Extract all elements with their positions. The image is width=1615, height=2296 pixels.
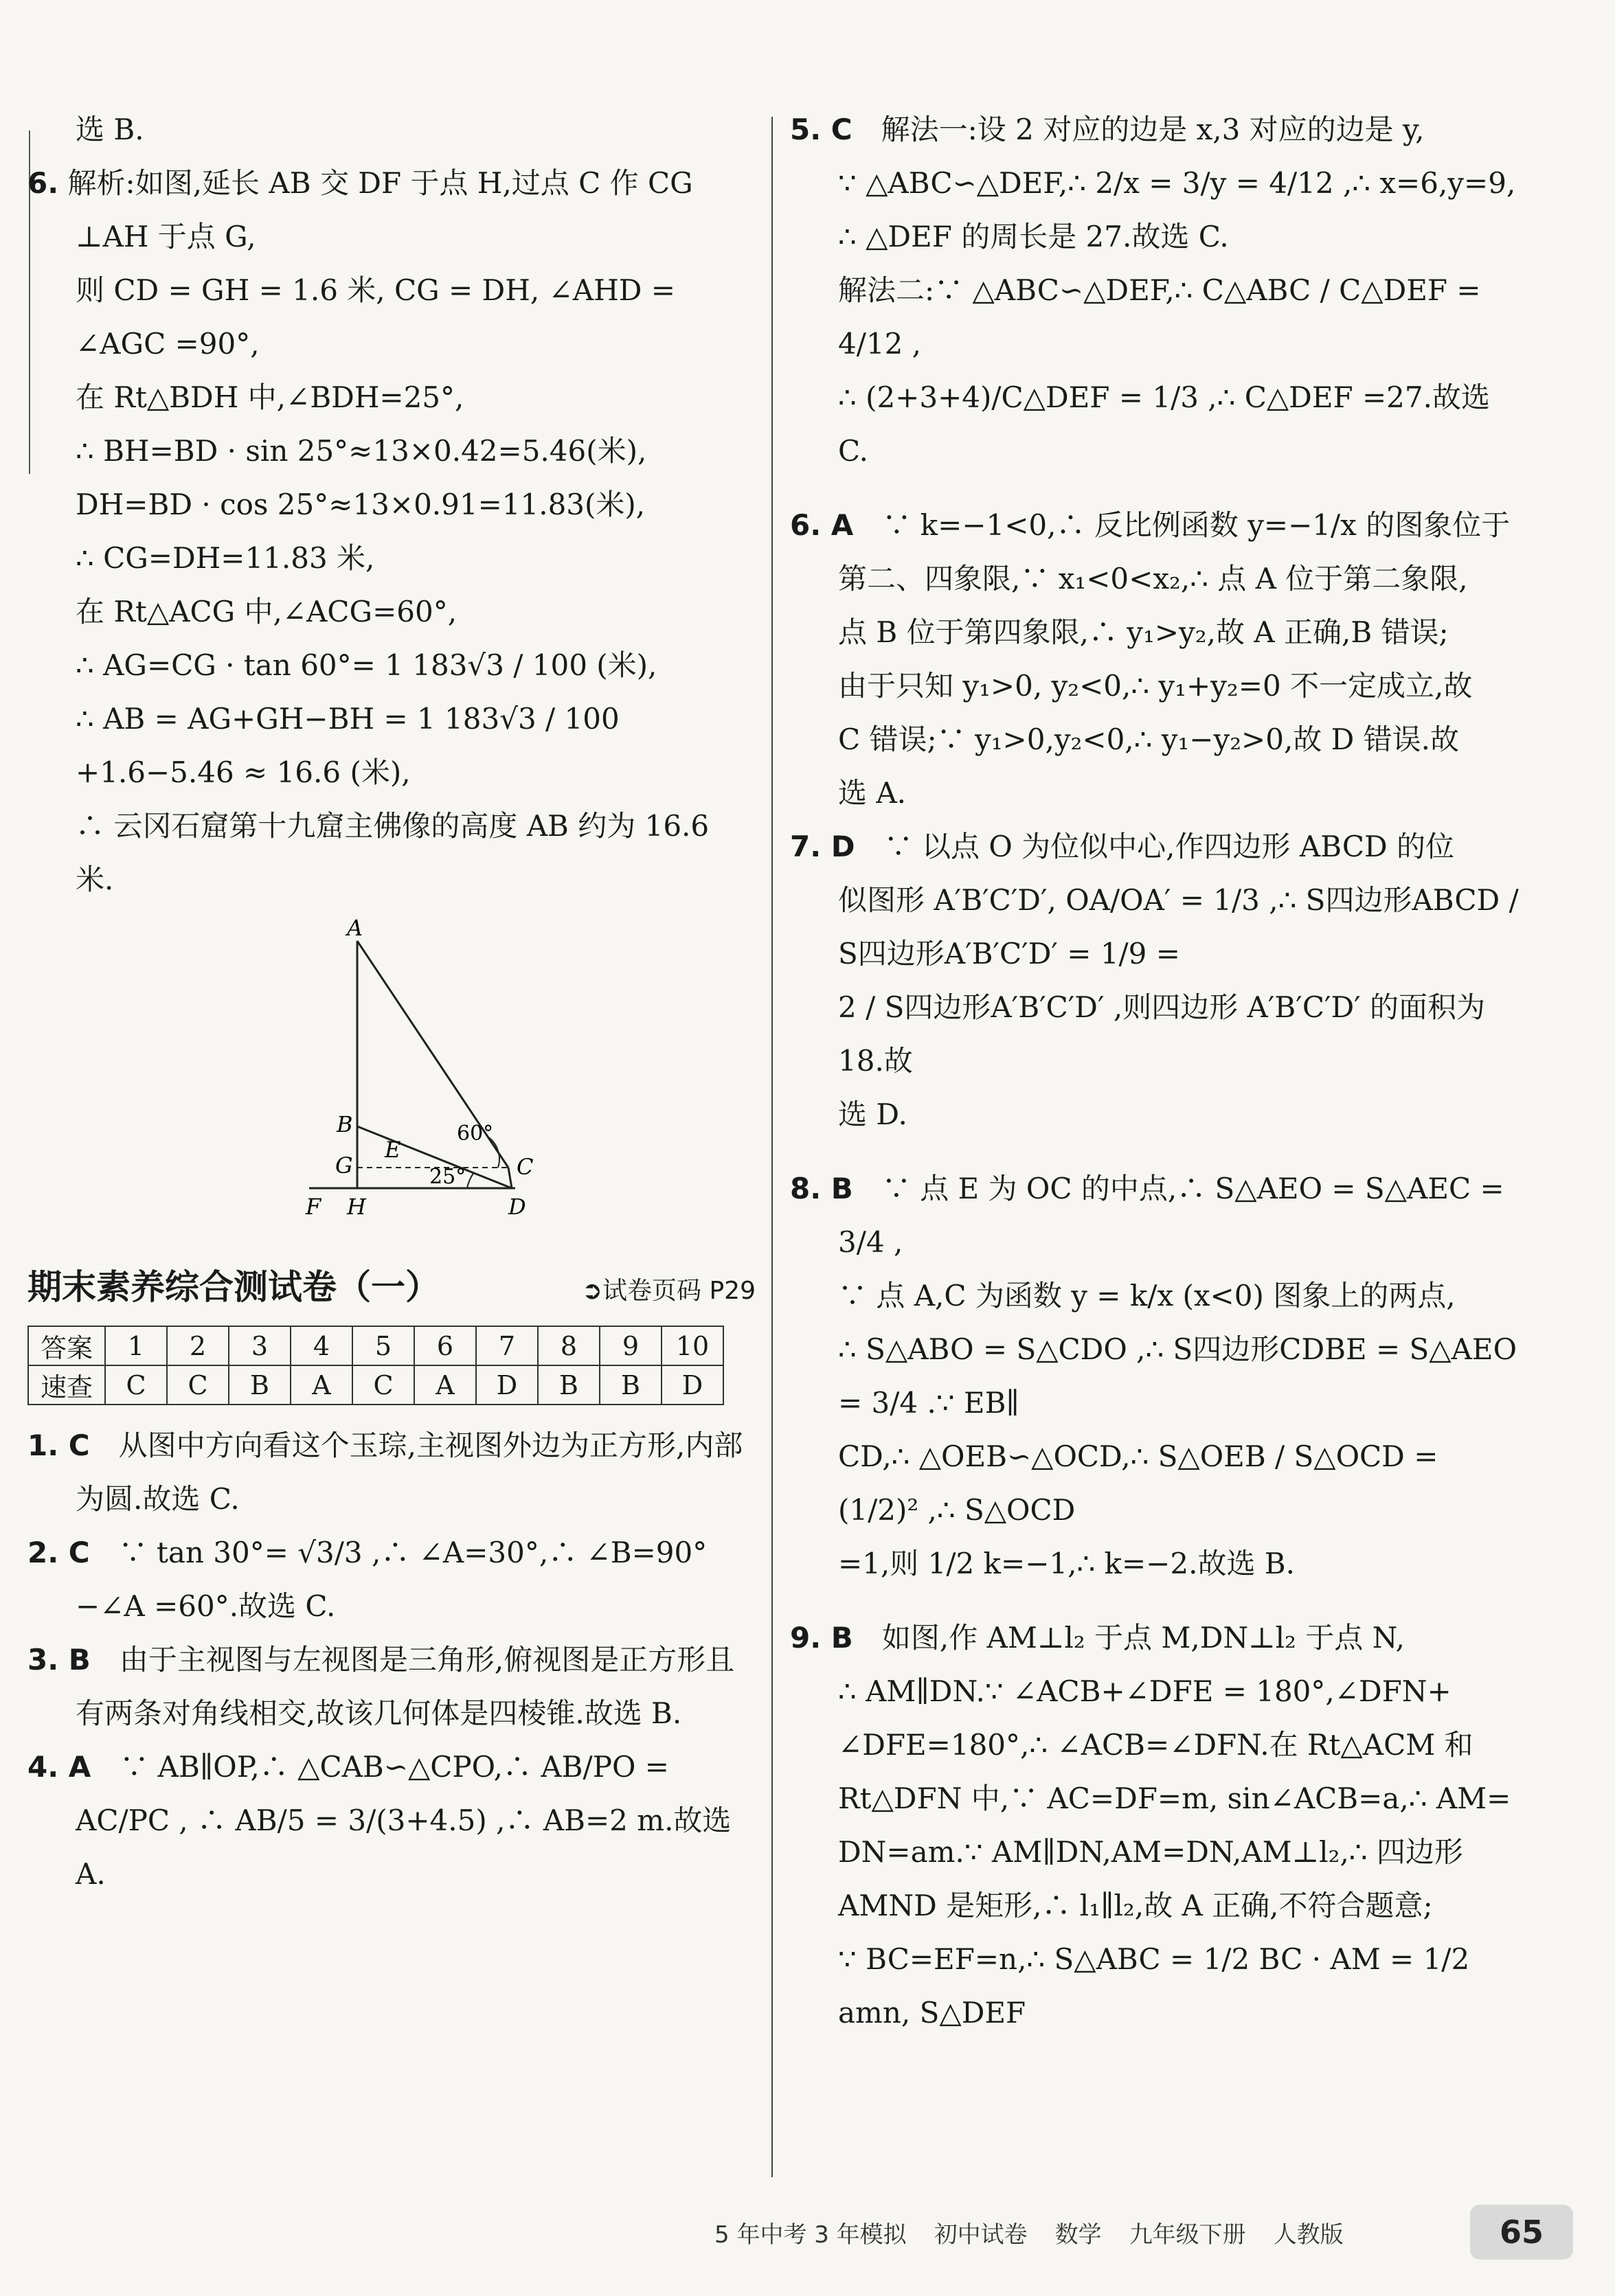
q6-line-6: ∴ CG=DH=11.83 米, bbox=[76, 541, 375, 575]
item-7-line: 似图形 A′B′C′D′, OA/OA′ = 1/3 ,∴ S四边形ABCD / S四边形A′B′C′D′ = 1/9 = bbox=[838, 883, 1519, 970]
label-e: E bbox=[385, 1137, 401, 1163]
q6-line-9: ∴ AB = AG+GH−BH = 1 183√3 / 100 +1.6−5.46 ≈ 16.6 (米), bbox=[76, 702, 620, 789]
answer-letter: B bbox=[229, 1365, 291, 1405]
answer-table bbox=[27, 1326, 724, 1405]
item-8 bbox=[790, 1162, 1525, 1591]
label-g: G bbox=[335, 1152, 353, 1179]
answer-number: 10 bbox=[662, 1326, 723, 1365]
label-d: D bbox=[508, 1194, 526, 1220]
column-divider bbox=[771, 117, 773, 2177]
answer-table-header-top: 答案 bbox=[28, 1326, 105, 1365]
item-8-label: 8. B bbox=[790, 1172, 853, 1205]
answer-table-number-row bbox=[28, 1326, 723, 1365]
item-6-line: 第二、四象限,∵ x₁<0<x₂,∴ 点 A 位于第二象限, bbox=[838, 562, 1468, 595]
item-7-label: 7. D bbox=[790, 830, 855, 863]
item-8-line: CD,∴ △OEB∽△OCD,∴ S△OEB / S△OCD = (1/2)² ,∴ S△OCD bbox=[838, 1440, 1438, 1527]
q6-line-10: ∴ 云冈石窟第十九窟主佛像的高度 AB 约为 16.6 米. bbox=[76, 809, 710, 896]
right-column bbox=[790, 103, 1525, 2040]
item-2: 2. C ∵ tan 30°= √3/3 ,∴ ∠A=30°,∴ ∠B=90°−∠A =60°.故选 C. bbox=[27, 1536, 708, 1623]
answer-number: 3 bbox=[229, 1326, 291, 1365]
answer-letter: A bbox=[291, 1365, 352, 1405]
label-f: F bbox=[306, 1194, 321, 1220]
label-b: B bbox=[337, 1111, 353, 1137]
item-6-line: 由于只知 y₁>0, y₂<0,∴ y₁+y₂=0 不一定成立,故 bbox=[838, 669, 1473, 703]
answer-table-answer-row bbox=[28, 1365, 723, 1405]
segment-cd bbox=[508, 1168, 512, 1188]
item-6-label: 6. A bbox=[790, 508, 854, 542]
answer-number: 5 bbox=[352, 1326, 414, 1365]
item-6 bbox=[790, 499, 1525, 820]
answer-number: 6 bbox=[414, 1326, 476, 1365]
left-column bbox=[27, 103, 756, 1901]
label-angle-25: 25° bbox=[429, 1165, 466, 1189]
label-h: H bbox=[347, 1194, 366, 1220]
q6-line-3: 在 Rt△BDH 中,∠BDH=25°, bbox=[76, 380, 464, 414]
item-7-line-1: 7. D ∵ 以点 O 为位似中心,作四边形 ABCD 的位 bbox=[790, 830, 1455, 863]
footer-subject: 数学 bbox=[1054, 2220, 1102, 2249]
q6-line-5: DH=BD · cos 25°≈13×0.91=11.83(米), bbox=[76, 488, 646, 521]
section-page-ref: ➲试卷页码 P29 bbox=[581, 1277, 756, 1305]
footer-series: 5 年中考 3 年模拟 bbox=[714, 2220, 907, 2249]
q6-line-2: 则 CD = GH = 1.6 米, CG = DH, ∠AHD = ∠AGC =90°, bbox=[76, 273, 675, 361]
label-angle-60: 60° bbox=[457, 1122, 494, 1146]
answer-letter: C bbox=[105, 1365, 167, 1405]
item-6-line-1: 6. A ∵ k=−1<0,∴ 反比例函数 y=−1/x 的图象位于 bbox=[790, 508, 1511, 542]
q6-label: 6. bbox=[27, 166, 59, 200]
item-9-line: AMND 是矩形,∴ l₁∥l₂,故 A 正确,不符合题意; bbox=[838, 1889, 1433, 1922]
top-line: 选 B. bbox=[76, 113, 144, 146]
item-7-line: 选 D. bbox=[838, 1098, 907, 1131]
page-number: 65 bbox=[1470, 2205, 1573, 2260]
item-6-line: C 错误;∵ y₁>0,y₂<0,∴ y₁−y₂>0,故 D 错误.故 bbox=[838, 723, 1460, 756]
angle-25-arc bbox=[467, 1172, 474, 1188]
item-9-line: Rt△DFN 中,∵ AC=DF=m, sin∠ACB=a,∴ AM= bbox=[838, 1782, 1511, 1815]
q6-line-1: 6. 解析:如图,延长 AB 交 DF 于点 H,过点 C 作 CG ⊥AH 于点 G, bbox=[27, 166, 693, 253]
item-9-line-1: 9. B 如图,作 AM⊥l₂ 于点 M,DN⊥l₂ 于点 N, bbox=[790, 1621, 1405, 1655]
item-5-line: ∴ (2+3+4)/C△DEF = 1/3 ,∴ C△DEF =27.故选 C. bbox=[838, 380, 1490, 468]
section-header bbox=[27, 1260, 756, 1319]
page-footer bbox=[714, 2205, 1573, 2260]
footer-edition: 人教版 bbox=[1273, 2220, 1344, 2249]
item-8-line: ∴ S△ABO = S△CDO ,∴ S四边形CDBE = S△AEO = 3/4 .∵ EB∥ bbox=[838, 1332, 1517, 1420]
item-8-line-1: 8. B ∵ 点 E 为 OC 的中点,∴ S△AEO = S△AEC = 3/4 , bbox=[790, 1172, 1504, 1259]
answer-letter: D bbox=[476, 1365, 538, 1405]
item-4-label: 4. A bbox=[27, 1750, 91, 1784]
item-9 bbox=[790, 1611, 1525, 2040]
item-5 bbox=[790, 103, 1525, 478]
answer-letter: B bbox=[600, 1365, 662, 1405]
item-9-line: ∵ BC=EF=n,∴ S△ABC = 1/2 BC · AM = 1/2 amn, S△DEF bbox=[838, 1942, 1470, 2030]
item-2-label: 2. C bbox=[27, 1536, 90, 1569]
footer-type: 初中试卷 bbox=[934, 2220, 1028, 2249]
answer-number: 2 bbox=[167, 1326, 229, 1365]
item-3-label: 3. B bbox=[27, 1643, 91, 1676]
item-5-line: 解法二:∵ △ABC∽△DEF,∴ C△ABC / C△DEF = 4/12 , bbox=[838, 273, 1481, 361]
answer-number: 8 bbox=[538, 1326, 600, 1365]
label-c: C bbox=[517, 1154, 534, 1180]
item-6-line: 选 A. bbox=[838, 776, 907, 810]
footer-grade: 九年级下册 bbox=[1129, 2220, 1246, 2249]
item-9-line: ∴ AM∥DN.∵ ∠ACB+∠DFE = 180°,∠DFN+ bbox=[838, 1674, 1452, 1708]
item-6-line: 点 B 位于第四象限,∴ y₁>y₂,故 A 正确,B 错误; bbox=[838, 615, 1449, 649]
item-9-label: 9. B bbox=[790, 1621, 853, 1655]
answer-letter: B bbox=[538, 1365, 600, 1405]
section-title: 期末素养综合测试卷（一） bbox=[27, 1267, 440, 1307]
answer-table-header-bottom: 速查 bbox=[28, 1365, 105, 1405]
answer-letter: D bbox=[662, 1365, 723, 1405]
answer-number: 1 bbox=[105, 1326, 167, 1365]
answer-letter: C bbox=[167, 1365, 229, 1405]
answer-number: 4 bbox=[291, 1326, 352, 1365]
item-9-line: ∠DFE=180°,∴ ∠ACB=∠DFN.在 Rt△ACM 和 bbox=[838, 1728, 1473, 1762]
item-9-line: DN=am.∵ AM∥DN,AM=DN,AM⊥l₂,∴ 四边形 bbox=[838, 1835, 1463, 1869]
item-7-line: 2 / S四边形A′B′C′D′ ,则四边形 A′B′C′D′ 的面积为 18.故 bbox=[838, 990, 1486, 1078]
q6-line-4: ∴ BH=BD · sin 25°≈13×0.42=5.46(米), bbox=[76, 434, 647, 468]
item-5-label: 5. C bbox=[790, 113, 852, 146]
q6-line-8: ∴ AG=CG · tan 60°= 1 183√3 / 100 (米), bbox=[76, 648, 657, 682]
answer-number: 7 bbox=[476, 1326, 538, 1365]
item-8-line: =1,则 1/2 k=−1,∴ k=−2.故选 B. bbox=[838, 1547, 1296, 1580]
item-5-line-1: 5. C 解法一:设 2 对应的边是 x,3 对应的边是 y, bbox=[790, 113, 1425, 146]
item-4: 4. A ∵ AB∥OP,∴ △CAB∽△CPO,∴ AB/PO = AC/PC , ∴ AB/5 = 3/(3+4.5) ,∴ AB=2 m.故选 A. bbox=[27, 1750, 732, 1891]
answer-letter: C bbox=[352, 1365, 414, 1405]
item-1: 1. C 从图中方向看这个玉琮,主视图外边为正方形,内部为圆.故选 C. bbox=[27, 1429, 743, 1516]
label-a: A bbox=[347, 915, 363, 941]
q6-line-7: 在 Rt△ACG 中,∠ACG=60°, bbox=[76, 595, 458, 628]
question-6-solution bbox=[27, 157, 756, 907]
item-5-line: ∵ △ABC∽△DEF,∴ 2/x = 3/y = 4/12 ,∴ x=6,y=9, bbox=[838, 166, 1516, 200]
answer-number: 9 bbox=[600, 1326, 662, 1365]
item-3: 3. B 由于主视图与左视图是三角形,俯视图是正方形且有两条对角线相交,故该几何体是四棱锥.故选 B. bbox=[27, 1643, 735, 1730]
item-8-line: ∵ 点 A,C 为函数 y = k/x (x<0) 图象上的两点, bbox=[838, 1279, 1456, 1312]
item-7 bbox=[790, 820, 1525, 1141]
item-5-line: ∴ △DEF 的周长是 27.故选 C. bbox=[838, 220, 1229, 253]
answer-letter: A bbox=[414, 1365, 476, 1405]
geometry-figure bbox=[27, 913, 756, 1223]
item-1-label: 1. C bbox=[27, 1429, 90, 1462]
